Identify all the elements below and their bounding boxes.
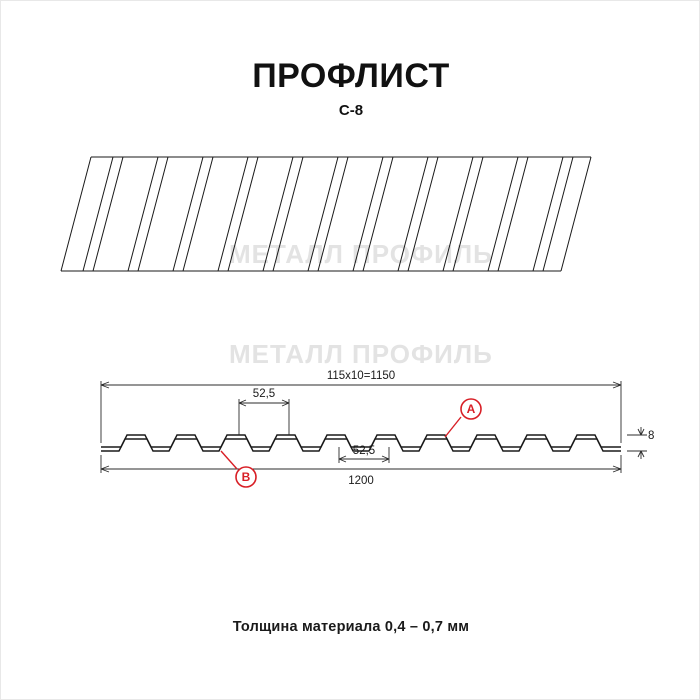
iso-ribs (83, 157, 573, 271)
callout-a-label: A (466, 402, 476, 416)
watermark-upper: МЕТАЛЛ ПРОФИЛЬ (229, 239, 493, 269)
callout-a (445, 399, 481, 437)
section-view (41, 351, 661, 501)
isometric-svg (61, 141, 641, 311)
dimension-useful-width (101, 370, 621, 388)
page-title: ПРОФЛИСТ (252, 57, 450, 95)
watermark-lower: МЕТАЛЛ ПРОФИЛЬ (229, 339, 493, 369)
iso-profile-geometry (61, 157, 591, 271)
dimension-pitch-bottom-label: 52,5 (352, 445, 376, 457)
callout-b-label: B (241, 470, 251, 484)
dimension-total-width (101, 466, 621, 487)
dimension-pitch-top-label: 52,5 (252, 388, 276, 400)
section-svg (41, 351, 661, 501)
dimension-useful-width-label: 115x10=1150 (326, 370, 396, 382)
material-thickness-note: Толщина материала 0,4 – 0,7 мм (232, 619, 470, 635)
product-code: C-8 (338, 102, 364, 119)
dimension-total-width-label: 1200 (348, 475, 374, 487)
dimension-height (638, 427, 654, 459)
dimension-pitch-bottom (339, 445, 389, 462)
isometric-view (61, 141, 641, 311)
dimension-height-label: 8 (648, 430, 655, 442)
dimension-pitch-top (239, 388, 289, 406)
